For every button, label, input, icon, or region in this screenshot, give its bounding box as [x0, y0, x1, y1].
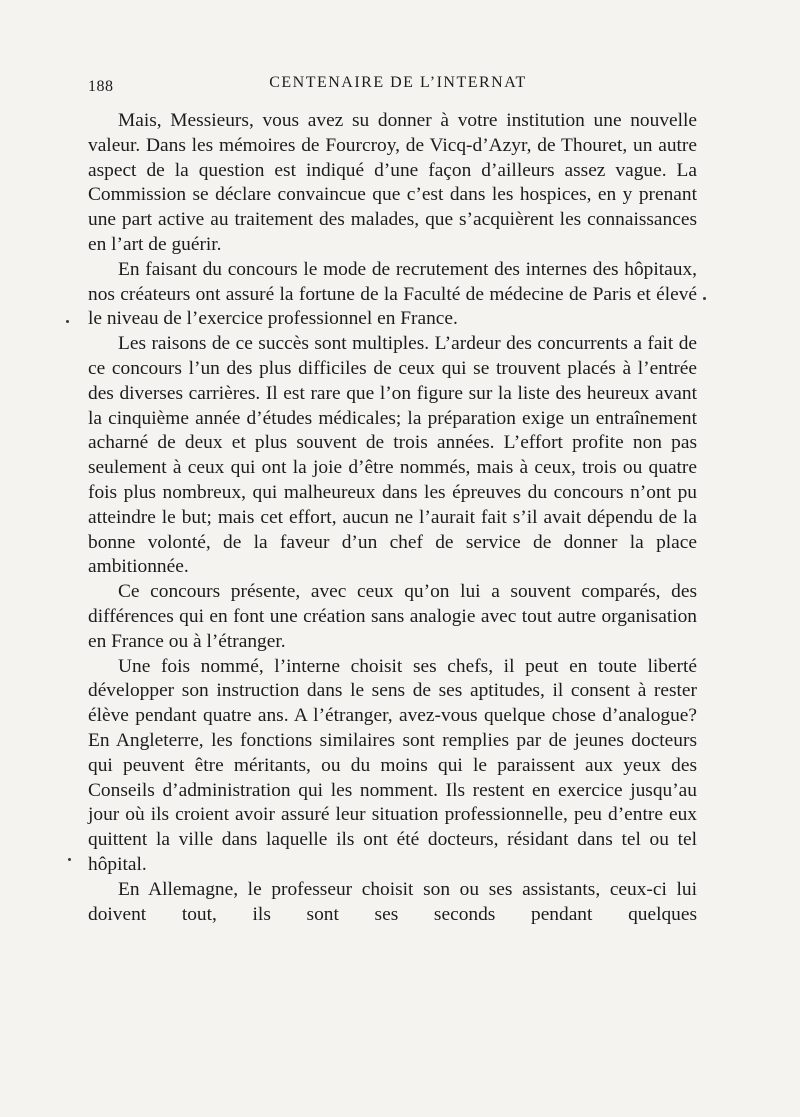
paragraph-3: Les raisons de ce succès sont multiples. L’ardeur des concurrents a fait de ce concours l’un des plus difficiles de ceux qui se trouvent placés à l’entrée des diverses carrières. Il est rare que l’on figure sur la liste des heureux avant la cinquième année d’études médicales; la préparation exige un entraînement acharné de deux et plus souvent de trois années. L’effort profite non pas seulement à ceux qui ont la joie d’être nommés, mais à ceux, trois ou quatre fois plus nombreux, qui malheureux dans les épreuves du concours n’ont pu atteindre le but; mais cet effort, aucun ne l’aurait fait s’il avait dépendu de la bonne volonté, de la faveur d’un chef de service de donner la place ambitionnée. [88, 333, 697, 578]
paragraph-1: Mais, Messieurs, vous avez su donner à votre institution une nouvelle valeur. Dans les mémoires de Fourcroy, de Vicq-d’Azyr, de Thouret, un autre aspect de la question est indiqué d’une façon d’ailleurs assez vague. La Commission se déclare convaincue que c’est dans les hospices, en y prenant une part active au traitement des malades, que s’acquièrent les connaissances en l’art de guérir. [88, 110, 697, 255]
scan-speck [68, 858, 71, 861]
paragraph-4: Ce concours présente, avec ceux qu’on lui a souvent comparés, des différences qui en font une création sans analogie avec tout autre organisation en France ou à l’étranger. [88, 581, 697, 652]
page-header [88, 74, 708, 100]
running-title: CENTENAIRE DE L’INTERNAT [269, 74, 527, 91]
scan-speck [703, 297, 706, 300]
body-text [88, 109, 697, 927]
paragraph-6: En Allemagne, le professeur choisit son ou ses assistants, ceux-ci lui doivent tout, ils sont ses seconds pendant quelques [88, 878, 697, 925]
page-number: 188 [88, 78, 114, 95]
paragraph-5: Une fois nommé, l’interne choisit ses chefs, il peut en toute liberté développer son instruction dans le sens de ses aptitudes, il consent à rester élève pendant quatre ans. A l’étranger, avez-vous quelque chose d’analogue? En Angleterre, les fonctions similaires sont remplies par de jeunes docteurs qui peuvent être méritants, ou du moins qui le paraissent aux yeux des Conseils d’administration qui les nomment. Ils restent en exercice jusqu’au jour où ils croient avoir assuré leur situation professionnelle, peu d’entre eux quittent la ville dans laquelle ils ont été docteurs, résidant dans tel ou tel hôpital. [88, 655, 697, 875]
scan-speck [66, 320, 69, 323]
paragraph-2: En faisant du concours le mode de recrutement des internes des hôpitaux, nos créateurs ont assuré la fortune de la Faculté de médecine de Paris et élevé le niveau de l’exercice professionnel en France. [88, 258, 697, 330]
